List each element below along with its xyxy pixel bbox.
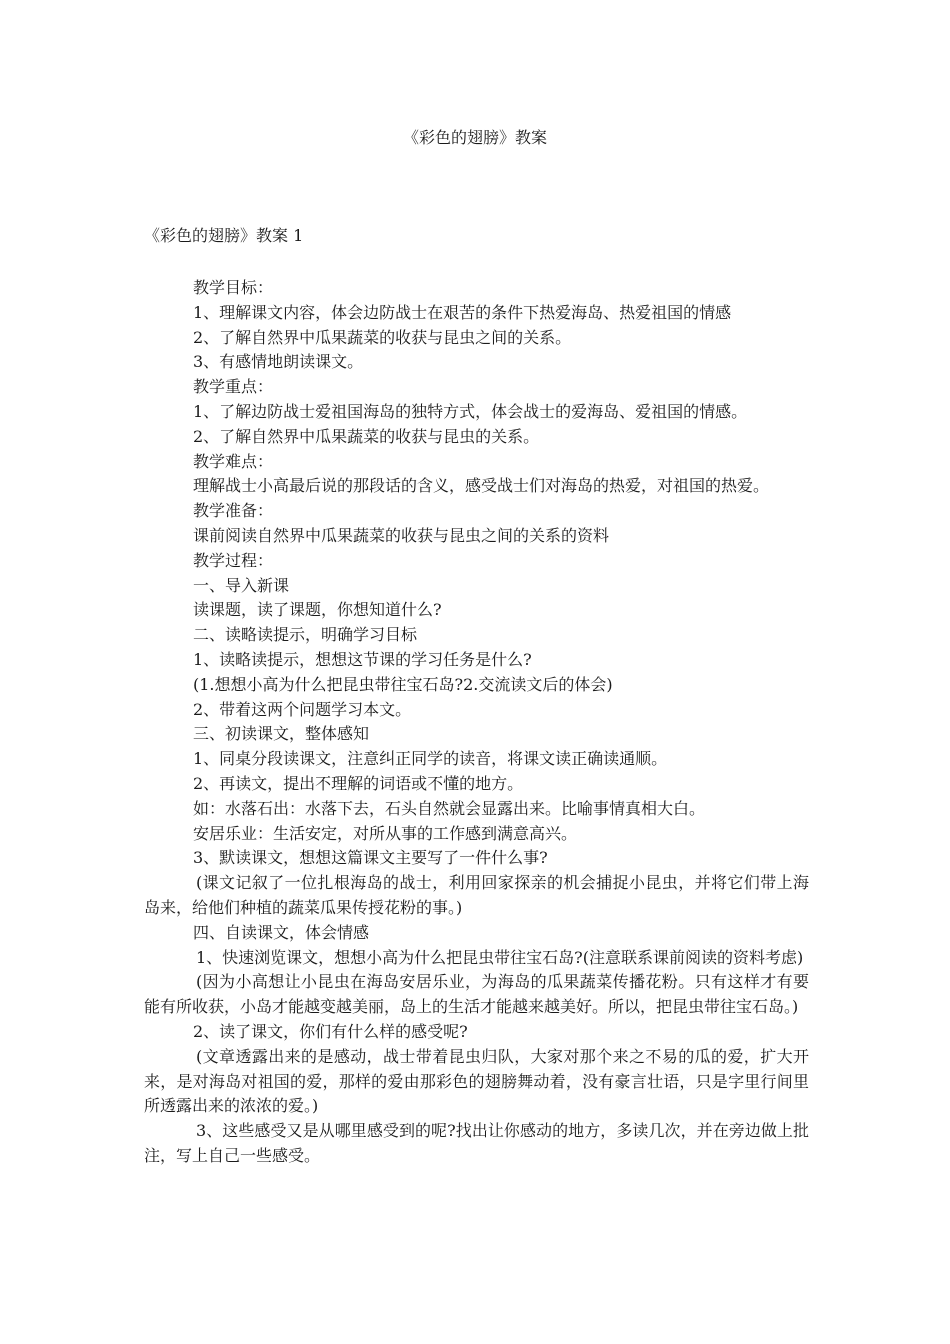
step-4-question-3: 3、这些感受又是从哪里感受到的呢?找出让你感动的地方，多读几次，并在旁边做上批注，写上自己一些感受。: [144, 1121, 809, 1165]
vocab-example-1: 如：水落石出：水落下去，石头自然就会显露出来。比喻事情真相大白。: [193, 798, 706, 818]
step-4-question-1: 1、快速浏览课文，想想小高为什么把昆虫带往宝石岛?(注意联系课前阅读的资料考虑): [196, 947, 804, 967]
document-title: 《彩色的翅膀》教案: [402, 128, 547, 147]
answer-paragraph-1: (课文记叙了一位扎根海岛的战士，利用回家探亲的机会捕捉小昆虫，并将它们带上海岛来，给他们种植的蔬菜瓜果传授花粉的事。): [144, 873, 809, 917]
step-2-item-1: 1、读略读提示，想想这节课的学习任务是什么?: [193, 649, 532, 669]
step-3-heading: 三、初读课文，整体感知: [193, 724, 370, 744]
answer-paragraph-3: (文章透露出来的是感动，战士带着昆虫归队，大家对那个来之不易的瓜的爱，扩大开来，是对海岛对祖国的爱，那样的爱由那彩色的翅膀舞动着，没有豪言壮语，只是字里行间里所透露出来的浓浓的爱。): [144, 1046, 809, 1116]
key-point-1: 1、了解边防战士爱祖国海岛的独特方式，体会战士的爱海岛、爱祖国的情感。: [193, 401, 748, 421]
step-3-item-1: 1、同桌分段读课文，注意纠正同学的读音，将课文读正确读通顺。: [193, 749, 668, 769]
step-3-item-3: 3、默读课文，想想这篇课文主要写了一件什么事?: [193, 848, 548, 868]
goal-item-2: 2、了解自然界中瓜果蔬菜的收获与昆虫之间的关系。: [193, 327, 572, 347]
heading-teaching-goals: 教学目标：: [193, 278, 274, 297]
step-1-heading: 一、导入新课: [193, 575, 290, 595]
step-4-heading: 四、自读课文，体会情感: [193, 922, 370, 942]
heading-difficulties: 教学难点：: [193, 451, 274, 471]
goal-item-1: 1、理解课文内容，体会边防战士在艰苦的条件下热爱海岛、热爱祖国的情感: [193, 302, 732, 322]
step-2-note: (1.想想小高为什么把昆虫带往宝石岛?2.交流读文后的体会): [193, 674, 613, 694]
step-2-heading: 二、读略读提示，明确学习目标: [193, 625, 418, 645]
difficulty-text: 理解战士小高最后说的那段话的含义，感受战士们对海岛的热爱，对祖国的热爱。: [193, 476, 770, 496]
section-heading: 《彩色的翅膀》教案 1: [144, 226, 304, 245]
goal-item-3: 3、有感情地朗读课文。: [193, 352, 364, 372]
heading-process: 教学过程：: [193, 550, 274, 570]
step-2-item-2: 2、带着这两个问题学习本文。: [193, 699, 412, 719]
vocab-example-2: 安居乐业：生活安定，对所从事的工作感到满意高兴。: [193, 823, 578, 843]
key-point-2: 2、了解自然界中瓜果蔬菜的收获与昆虫的关系。: [193, 426, 540, 446]
heading-preparation: 教学准备：: [193, 501, 274, 521]
step-1-text: 读课题，读了课题，你想知道什么?: [193, 600, 442, 620]
answer-paragraph-2: (因为小高想让小昆虫在海岛安居乐业，为海岛的瓜果蔬菜传播花粉。只有这样才有要能有所收获，小岛才能越变越美丽，岛上的生活才能越来越美好。所以，把昆虫带往宝石岛。): [144, 972, 809, 1017]
heading-key-points: 教学重点：: [193, 377, 274, 397]
step-4-question-2: 2、读了课文，你们有什么样的感受呢?: [193, 1021, 468, 1041]
preparation-text: 课前阅读自然界中瓜果蔬菜的收获与昆虫之间的关系的资料: [193, 525, 610, 545]
document-body: [144, 276, 809, 1169]
step-3-item-2: 2、再读文，提出不理解的词语或不懂的地方。: [193, 773, 524, 793]
